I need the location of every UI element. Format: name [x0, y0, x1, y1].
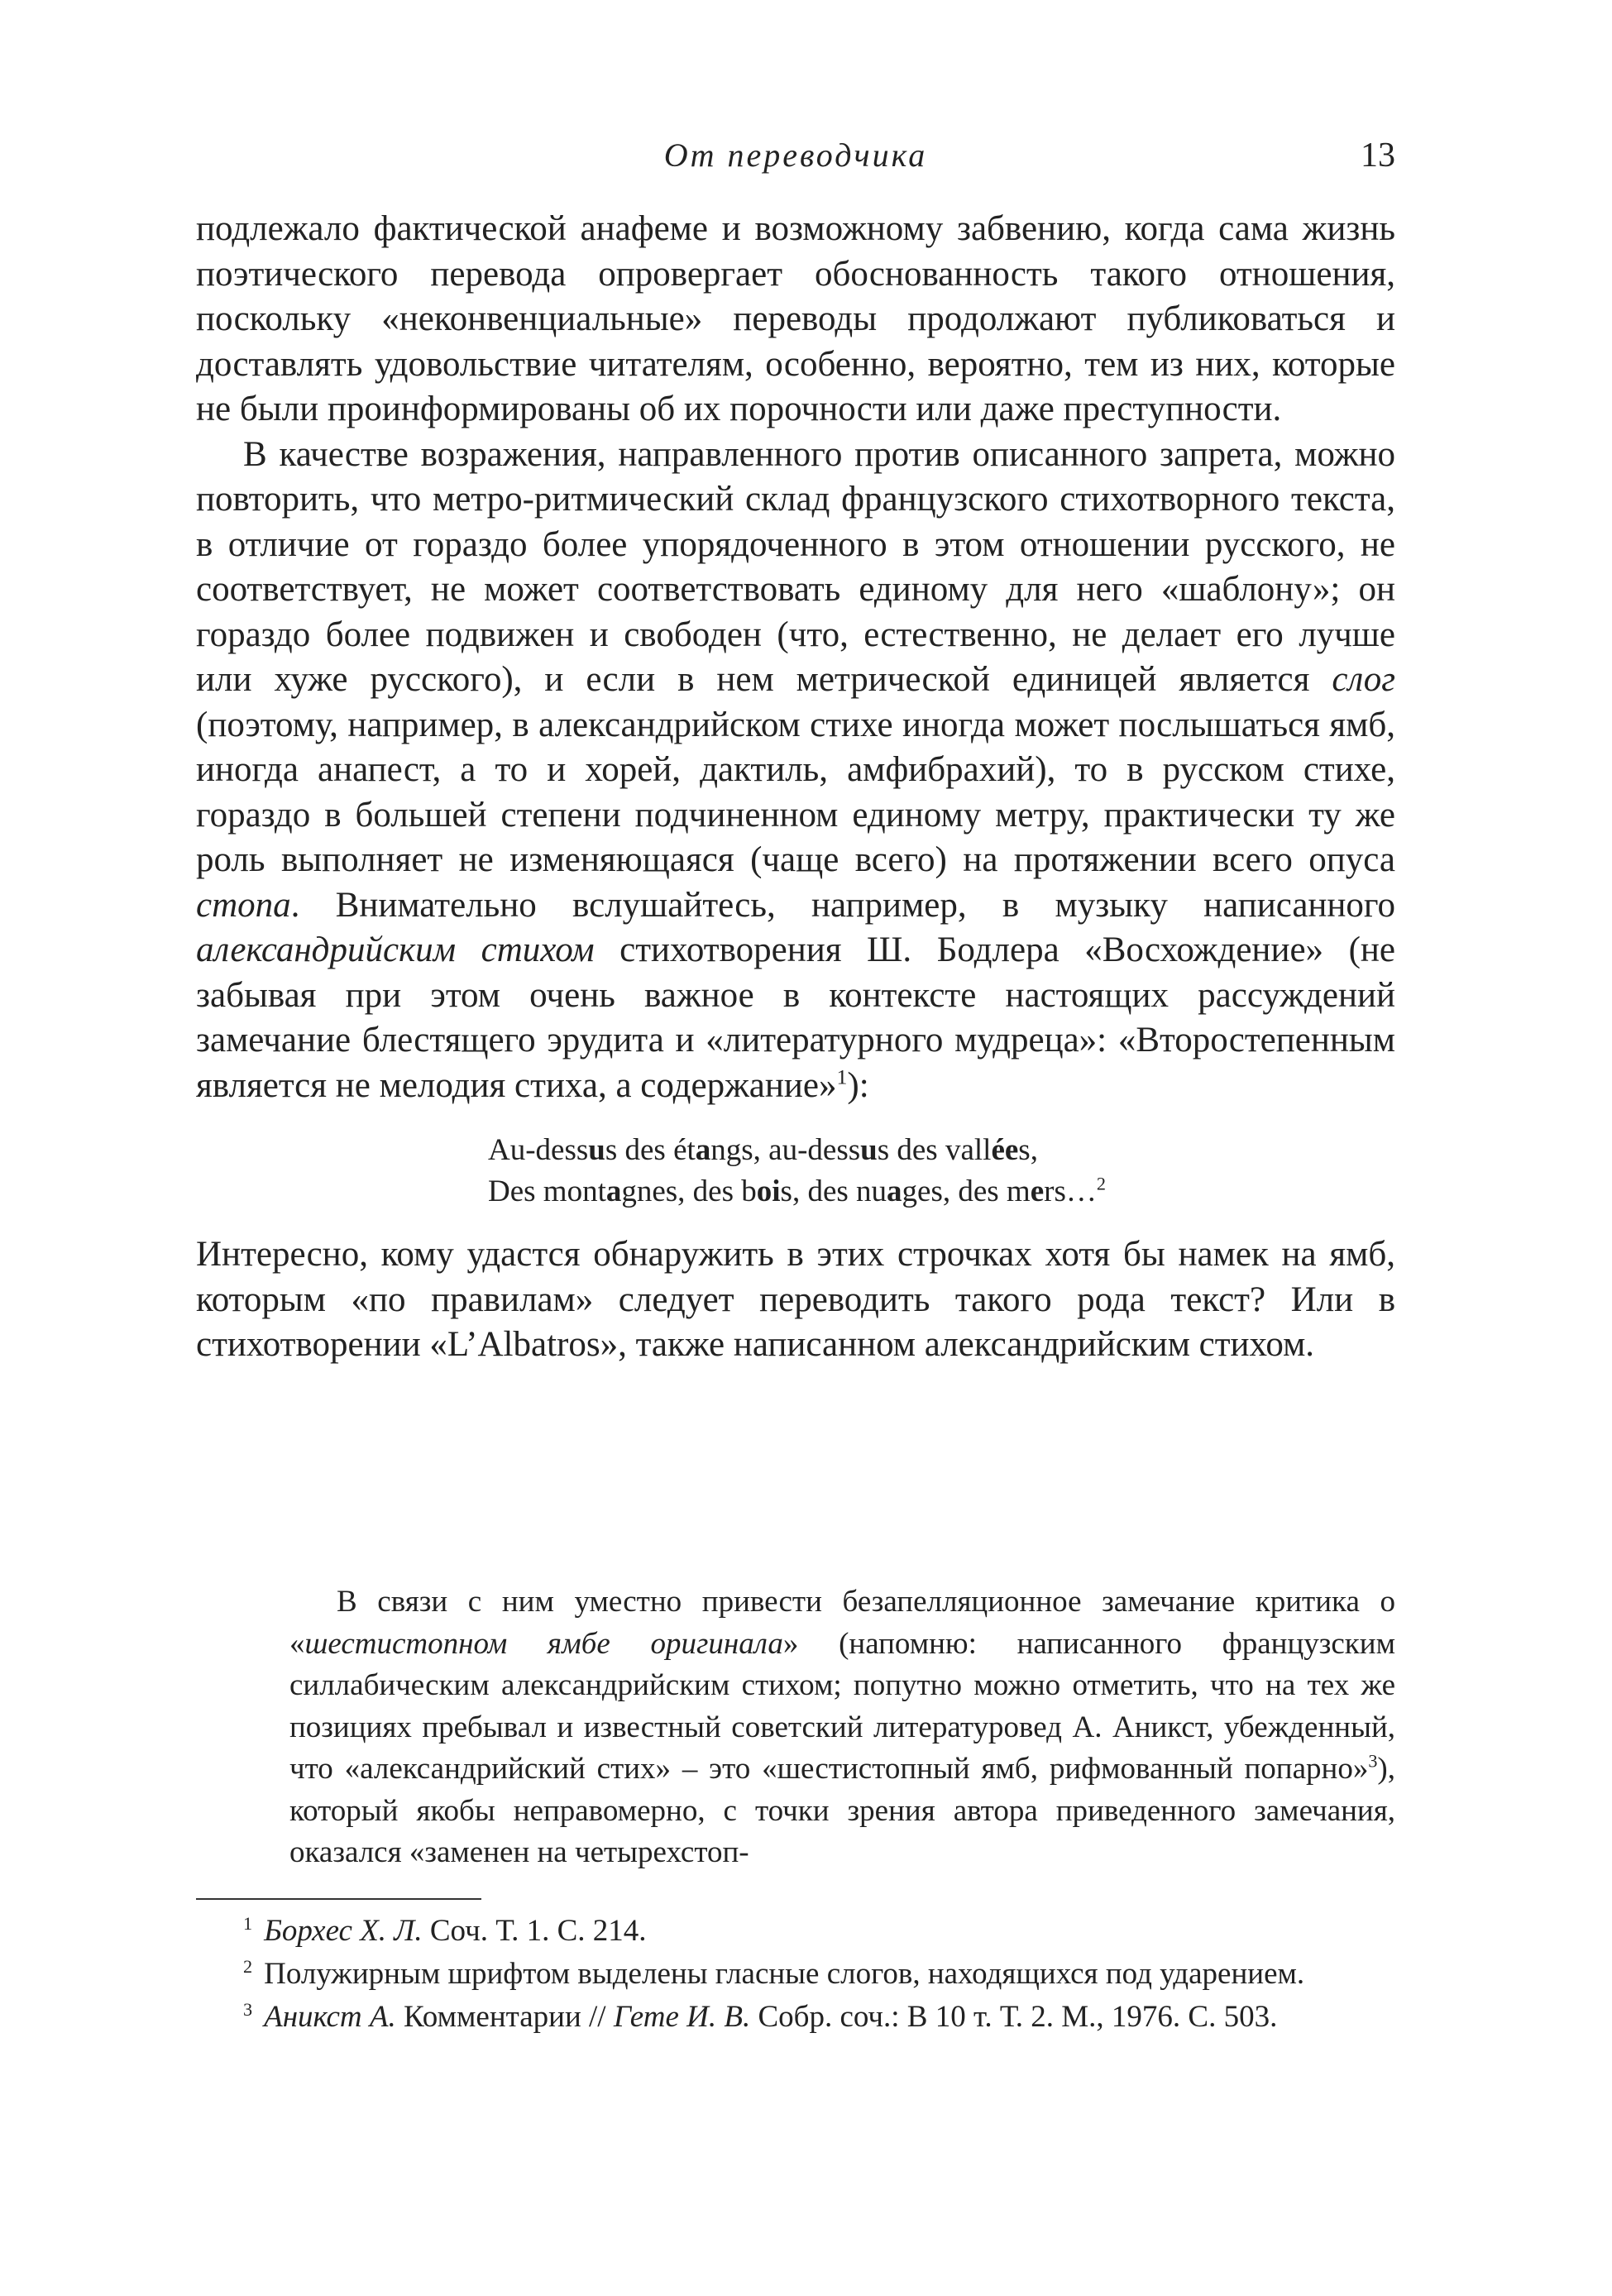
emphasis-alexandrine: александрийским стихом	[196, 930, 595, 969]
verse-quote	[488, 1130, 1395, 1213]
paragraph-continued: подлежало фактической анафеме и возможному забвению, когда сама жизнь поэтического перевода опровергает обоснованность такого отношения, поскольку «неконвенциальные» переводы продолжают публиковаться и доставлять удовольствие читателям, особенно, вероятно, тем из них, которые не были проинформированы об их порочности или даже преступности.	[196, 209, 1395, 428]
paragraph-objection	[196, 433, 1395, 1109]
small-print-passage	[289, 1581, 1395, 1874]
footnote-3: $^3$ Аникст А. Комментарии // Гете И. В. Собр. соч.: В 10 т. Т. 2. М., 1976. С. 503.	[243, 1998, 1278, 2034]
text-run: В качестве возражения, направленного против описанного запрета, можно повторить, что метро-ритмический склад французского стихотворного текста, в отличие от гораздо более упорядоченного в этом отношении русского, не соответствует, не может соответствовать единому для него «шаблону»; он гораздо более подвижен и свободен (что, естественно, не делает его лучше или хуже русского), и если в нем метрической единицей является	[196, 434, 1395, 699]
verse-line-2: Des montagnes, des bois, des nuages, des mers…$^2$	[488, 1173, 1106, 1208]
running-header	[196, 131, 1395, 180]
emphasis-slog: слог	[1332, 660, 1395, 699]
text-run: . Внимательно вслушайтесь, например, в музыку написанного	[290, 885, 1395, 925]
emphasis-stopa: стопа	[196, 885, 291, 925]
footnote-ref-1[interactable]: 1	[836, 1064, 848, 1089]
text-run: стихотворения Ш. Бодлера «Восхождение» (не забывая при этом очень важное в контексте настоящих рассуждений замечание блестящего эрудита и «литературного мудреца»: «Второстепенным является не мелодия стиха, а содержание»	[196, 930, 1395, 1105]
footnote-ref-2[interactable]: 2	[1096, 1173, 1106, 1194]
footnote-ref-3[interactable]: 3	[1368, 1750, 1378, 1772]
footnote-2: $^2$ Полужирным шрифтом выделены гласные слогов, находящихся под ударением.	[243, 1955, 1305, 1991]
footnote-rule	[196, 1898, 481, 1900]
text-run: (поэтому, например, в александрийском стихе иногда может послышаться ямб, иногда анапест, а то и хорей, дактиль, амфибрахий), то в русском стихе, гораздо в большей степени подчиненном единому метру, практически ту же роль выполняет не изменяющаяся (чаще всего) на протяжении всего опуса	[196, 705, 1395, 879]
page-number: 13	[1361, 136, 1395, 175]
text-run: ):	[847, 1065, 869, 1105]
verse-line-1: Au-dessus des étangs, au-dessus des vallées,	[488, 1133, 1038, 1167]
footnote-1: $^1$ Борхес Х. Л. Соч. Т. 1. С. 214.	[243, 1912, 647, 1948]
footnotes	[196, 1912, 1395, 2041]
running-title: От переводчика	[663, 136, 928, 174]
text-run: ), который якобы неправомерно, с точки зрения автора приведенного замечания, оказался «заменен на четырехстоп-	[289, 1752, 1395, 1869]
text-run: В связи с ним уместно привести безапелляционное замечание критика о «	[289, 1585, 1395, 1661]
main-text	[196, 207, 1395, 1368]
text-run: » (напомню: написанного французским силлабическим александрийским стихом; попутно можно отметить, что на тех же позициях пребывал и известный советский литературовед А. Аникст, убежденный, что «александрийский стих» – это «шестистопный ямб, рифмованный попарно»	[289, 1626, 1395, 1786]
emphasis-quote: шестистопном ямбе оригинала	[304, 1626, 783, 1661]
paragraph-question: Интересно, кому удастся обнаружить в этих строчках хотя бы намек на ямб, которым «по правилам» следует переводить такого рода текст? Или в стихотворении «L’Albatros», также написанном александрийским стихом.	[196, 1235, 1395, 1364]
small-paragraph	[289, 1581, 1395, 1874]
